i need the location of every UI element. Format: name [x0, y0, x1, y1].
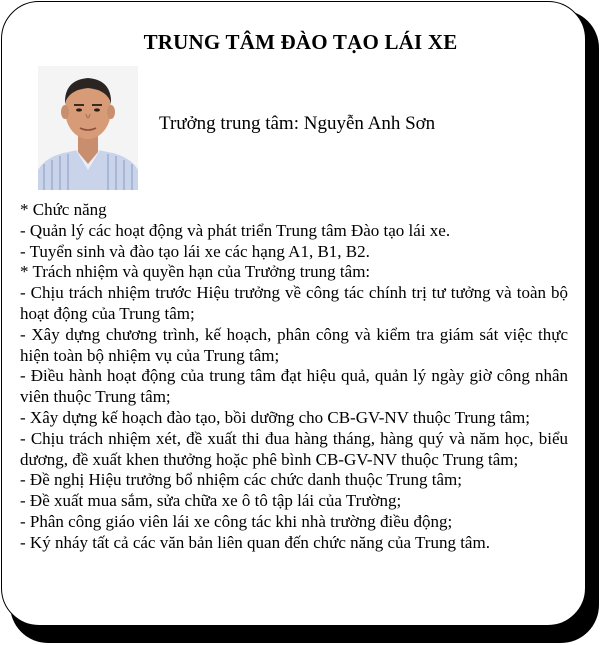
section-heading-function: * Chức năng — [20, 200, 107, 219]
text-line: - Xây dựng chương trình, kế hoạch, phân công và kiểm tra giám sát việc thực hiện toàn bộ nhiệm vụ của Trung tâm; — [20, 324, 568, 365]
text-line: - Xây dựng kế hoạch đào tạo, bồi dưỡng cho CB-GV-NV thuộc Trung tâm; — [20, 407, 530, 427]
portrait-image — [38, 66, 138, 190]
page-title: TRUNG TÂM ĐÀO TẠO LÁI XE — [143, 30, 458, 54]
text-line: - Đề xuất mua sắm, sửa chữa xe ô tô tập lái của Trường; — [20, 491, 402, 511]
text-line: - Điều hành hoạt động của trung tâm đạt hiệu quả, quản lý ngày giờ công nhân viên thuộc Trung tâm; — [20, 366, 568, 407]
description — [20, 200, 568, 554]
director-photo — [38, 66, 138, 190]
text-line: - Tuyển sinh và đào tạo lái xe các hạng A1, B1, B2. — [20, 241, 370, 261]
section-heading-responsibility: * Trách nhiệm và quyền hạn của Trưởng trung tâm: — [20, 262, 371, 282]
text-line: - Ký nháy tất cả các văn bản liên quan đến chức năng của Trung tâm. — [20, 532, 490, 552]
text-line: - Chịu trách nhiệm xét, đề xuất thi đua hàng tháng, hàng quý và năm học, biểu dương, đề xuất khen thưởng hoặc phê bình CB-GV-NV thuộc Trung tâm; — [20, 428, 568, 469]
text-line: - Quản lý các hoạt động và phát triển Trung tâm Đào tạo lái xe. — [20, 220, 451, 240]
director-name: Trưởng trung tâm: Nguyễn Anh Sơn — [159, 113, 436, 134]
text-line: - Chịu trách nhiệm trước Hiệu trưởng về công tác chính trị tư tưởng và toàn bộ hoạt động của Trung tâm; — [20, 283, 568, 323]
text-line: - Đề nghị Hiệu trưởng bổ nhiệm các chức danh thuộc Trung tâm; — [20, 470, 462, 490]
text-line: - Phân công giáo viên lái xe công tác khi nhà trường điều động; — [20, 511, 453, 531]
